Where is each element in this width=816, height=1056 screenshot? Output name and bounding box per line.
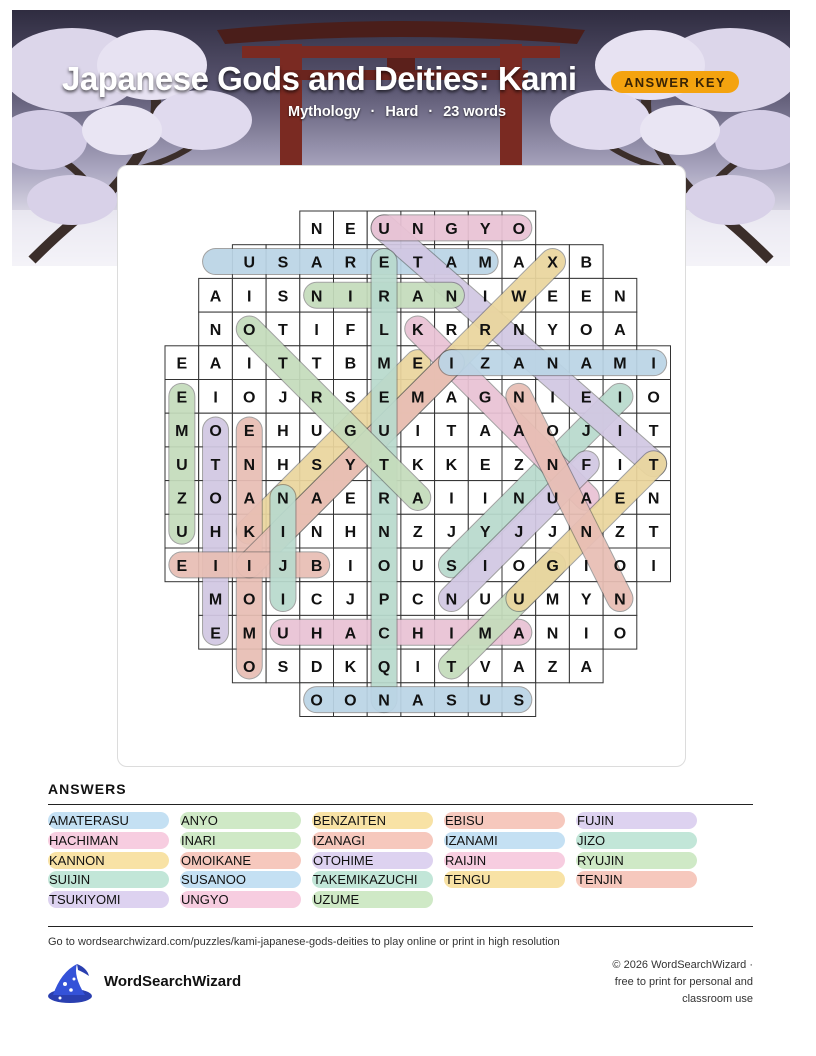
grid-letter: U	[310, 423, 323, 441]
grid-letter: I	[449, 625, 454, 643]
grid-letter: U	[513, 591, 525, 609]
grid-letter: E	[176, 389, 188, 407]
copyright-line: classroom use	[682, 993, 753, 1005]
grid-letter: O	[580, 321, 593, 339]
grid-letter: E	[580, 389, 592, 407]
grid-letter: U	[546, 490, 559, 508]
grid-letter: H	[411, 625, 424, 643]
grid-letter: E	[614, 490, 626, 508]
grid-letter: I	[449, 490, 454, 508]
grid-letter: K	[344, 658, 357, 676]
grid-letter: I	[449, 355, 454, 373]
grid-letter: I	[651, 355, 656, 373]
grid-letter: A	[580, 658, 593, 676]
grid-letter: Y	[479, 524, 491, 542]
difficulty-label: Hard	[385, 104, 419, 120]
divider	[48, 926, 753, 927]
grid-letter: Z	[615, 524, 625, 542]
answer-word: RYUJIN	[576, 852, 697, 869]
grid-letter: O	[613, 557, 627, 575]
grid-letter: M	[208, 591, 223, 609]
grid-letter: I	[280, 524, 286, 542]
grid-letter: U	[378, 220, 390, 238]
grid-letter: E	[412, 355, 424, 373]
grid-letter: M	[478, 625, 492, 643]
grid-letter: N	[546, 456, 559, 474]
grid-letter: N	[647, 490, 660, 508]
grid-letter: I	[415, 423, 420, 441]
answer-word: UZUME	[312, 891, 433, 908]
grid-letter: A	[445, 254, 458, 272]
grid-letter: Z	[176, 490, 187, 508]
grid-letter: S	[345, 389, 356, 407]
grid-letter: J	[345, 591, 355, 609]
grid-letter: N	[209, 321, 222, 339]
grid-letter: E	[378, 389, 390, 407]
grid-letter: R	[310, 389, 323, 407]
grid-letter: A	[513, 254, 525, 272]
grid-letter: Y	[345, 456, 356, 474]
answer-word: EBISU	[444, 812, 565, 829]
category-label: Mythology	[288, 104, 361, 120]
answer-word: IZANAGI	[312, 832, 433, 849]
grid-letter: Z	[412, 524, 423, 542]
grid-letter: G	[344, 423, 357, 441]
grid-letter: F	[581, 456, 592, 474]
grid-letter: M	[545, 591, 560, 609]
grid-letter: N	[580, 524, 593, 542]
word-count-label: 23 words	[443, 104, 507, 120]
grid-letter: U	[411, 557, 424, 575]
grid-letter: O	[613, 625, 627, 643]
grid-letter: A	[310, 490, 323, 508]
grid-letter: O	[243, 658, 256, 676]
grid-letter: Y	[580, 591, 592, 609]
grid-letter: I	[584, 557, 589, 575]
answer-word: IZANAMI	[444, 832, 565, 849]
grid-letter: B	[580, 254, 593, 272]
grid-letter: J	[548, 524, 558, 542]
grid-letter: U	[479, 692, 491, 710]
grid-letter: K	[411, 456, 424, 474]
grid-letter: T	[446, 658, 457, 676]
grid-letter: F	[345, 321, 356, 339]
answer-word: SUSANOO	[180, 871, 301, 888]
grid-letter: E	[479, 456, 491, 474]
grid-letter: O	[546, 423, 559, 441]
grid-letter: S	[277, 658, 289, 676]
grid-letter: N	[243, 456, 256, 474]
answer-word-list	[48, 812, 753, 912]
grid-letter: N	[310, 220, 323, 238]
answer-word: ANYO	[180, 812, 301, 829]
meta-separator: ·	[428, 104, 434, 120]
grid-letter: N	[445, 288, 458, 306]
grid-letter: P	[378, 591, 390, 609]
grid-letter: X	[547, 254, 558, 272]
grid-letter: Z	[547, 658, 558, 676]
grid-letter: N	[546, 625, 559, 643]
answer-word: TSUKIYOMI	[48, 891, 169, 908]
grid-letter: A	[580, 490, 593, 508]
grid-letter: I	[550, 389, 555, 407]
grid-letter: N	[614, 288, 626, 306]
answer-word: SUIJIN	[48, 871, 169, 888]
grid-letter: K	[243, 524, 256, 542]
grid-letter: I	[280, 591, 286, 609]
grid-letter: U	[479, 591, 491, 609]
grid-letter: R	[445, 321, 458, 339]
answer-word: TAKEMIKAZUCHI	[312, 871, 433, 888]
answer-word: FUJIN	[576, 812, 697, 829]
grid-letter: A	[411, 288, 424, 306]
grid-letter: I	[314, 321, 319, 339]
grid-letter: R	[378, 288, 390, 306]
copyright-line: free to print for personal and	[614, 976, 753, 988]
grid-letter: S	[446, 557, 457, 575]
answer-word: TENGU	[444, 871, 565, 888]
answer-word: UNGYO	[180, 891, 301, 908]
grid-letter: S	[311, 456, 322, 474]
grid-letter: N	[614, 591, 626, 609]
grid-letter: A	[209, 288, 222, 306]
grid-letter: O	[344, 692, 357, 710]
grid-letter: W	[511, 288, 527, 306]
grid-letter: J	[514, 524, 524, 542]
grid-letter: B	[344, 355, 357, 373]
grid-letter: U	[378, 423, 390, 441]
grid-letter: T	[446, 423, 457, 441]
grid-letter: E	[378, 254, 390, 272]
answer-word: INARI	[180, 832, 301, 849]
grid-letter: E	[547, 288, 558, 306]
grid-letter: M	[478, 254, 492, 272]
grid-letter: N	[378, 524, 390, 542]
grid-letter: A	[411, 490, 424, 508]
answer-word: OMOIKANE	[180, 852, 301, 869]
grid-letter: T	[379, 456, 389, 474]
grid-letter: A	[614, 321, 626, 339]
grid-letter: H	[277, 456, 289, 474]
grid-letter: E	[345, 490, 356, 508]
grid-letter: N	[411, 220, 424, 238]
answers-heading: ANSWERS	[48, 781, 127, 797]
grid-letter: O	[209, 423, 222, 441]
answer-key-badge: ANSWER KEY	[611, 71, 739, 93]
grid-letter: N	[310, 288, 323, 306]
grid-letter: S	[513, 692, 525, 710]
grid-letter: I	[617, 423, 623, 441]
grid-letter: I	[213, 557, 218, 575]
grid-letter: I	[617, 389, 623, 407]
grid-letter: B	[310, 557, 323, 575]
grid-letter: E	[243, 423, 255, 441]
answer-word: OTOHIME	[312, 852, 433, 869]
grid-letter: N	[513, 490, 525, 508]
grid-letter: I	[584, 625, 589, 643]
grid-letter: O	[243, 321, 256, 339]
answer-word: RAIJIN	[444, 852, 565, 869]
grid-letter: C	[411, 591, 424, 609]
grid-letter: I	[348, 557, 353, 575]
answer-word: AMATERASU	[48, 812, 169, 829]
grid-letter: S	[446, 692, 457, 710]
grid-letter: G	[445, 220, 458, 238]
grid-letter: E	[176, 557, 188, 575]
grid-letter: K	[411, 321, 424, 339]
grid-letter: T	[648, 423, 659, 441]
play-online-link-text[interactable]: Go to wordsearchwizard.com/puzzles/kami-japanese-gods-deities to play online or print in high resolution	[48, 936, 560, 948]
copyright-line: © 2026 WordSearchWizard ·	[612, 959, 753, 971]
grid-letter: V	[479, 658, 491, 676]
meta-separator: ·	[370, 104, 376, 120]
grid-letter: H	[209, 524, 222, 542]
grid-letter: G	[546, 557, 559, 575]
grid-letter: C	[378, 625, 390, 643]
grid-letter: Y	[479, 220, 491, 238]
grid-letter: M	[377, 355, 391, 373]
grid-letter: I	[247, 288, 252, 306]
grid-letter: N	[378, 692, 390, 710]
grid-letter: T	[311, 355, 322, 373]
grid-letter: N	[445, 591, 458, 609]
grid-letter: Y	[547, 321, 558, 339]
grid-letter: D	[310, 658, 323, 676]
grid-letter: E	[580, 288, 592, 306]
grid-letter: N	[513, 321, 525, 339]
grid-letter: O	[209, 490, 222, 508]
grid-letter: N	[277, 490, 289, 508]
grid-letter: U	[243, 254, 256, 272]
grid-letter: I	[482, 490, 488, 508]
grid-letter: A	[344, 625, 357, 643]
page-title: Japanese Gods and Deities: Kami	[62, 60, 577, 97]
grid-letter: O	[243, 389, 256, 407]
grid-letter: R	[344, 254, 357, 272]
grid-letter: U	[176, 456, 188, 474]
grid-letter: T	[648, 456, 659, 474]
grid-letter: J	[446, 524, 456, 542]
grid-letter: A	[513, 625, 525, 643]
grid-letter: A	[580, 355, 593, 373]
grid-letter: N	[310, 524, 323, 542]
brand-name: WordSearchWizard	[104, 973, 242, 990]
grid-letter: L	[379, 321, 389, 339]
grid-letter: A	[243, 490, 256, 508]
grid-letter: C	[310, 591, 323, 609]
grid-letter: M	[242, 625, 256, 643]
grid-letter: S	[277, 288, 289, 306]
grid-letter: T	[278, 321, 288, 339]
answer-word: TENJIN	[576, 871, 697, 888]
grid-letter: J	[278, 389, 288, 407]
grid-letter: A	[513, 658, 525, 676]
grid-letter: M	[175, 423, 189, 441]
grid-letter: I	[482, 288, 488, 306]
grid-letter: I	[247, 355, 252, 373]
grid-letter: A	[310, 254, 323, 272]
grid-letter: A	[479, 423, 491, 441]
grid-letter: N	[513, 389, 525, 407]
grid-letter: U	[277, 625, 289, 643]
grid-letter: E	[176, 355, 188, 373]
grid-letter: T	[210, 456, 221, 474]
grid-letter: J	[581, 423, 591, 441]
grid-letter: T	[412, 254, 423, 272]
grid-letter: N	[546, 355, 559, 373]
divider	[48, 804, 753, 805]
grid-letter: M	[411, 389, 425, 407]
grid-letter: O	[243, 591, 256, 609]
grid-letter: I	[482, 557, 488, 575]
grid-letter: I	[617, 456, 623, 474]
grid-letter: Z	[480, 355, 491, 373]
grid-letter: A	[411, 692, 424, 710]
grid-letter: A	[513, 355, 525, 373]
grid-letter: A	[513, 423, 525, 441]
grid-letter: A	[209, 355, 222, 373]
grid-letter: O	[512, 557, 526, 575]
grid-letter: H	[310, 625, 323, 643]
grid-letter: U	[176, 524, 188, 542]
grid-letter: O	[512, 220, 526, 238]
grid-letter: K	[445, 456, 458, 474]
answer-word: JIZO	[576, 832, 697, 849]
wizard-hat-icon	[47, 962, 93, 1004]
grid-letter: T	[648, 524, 659, 542]
answer-word: BENZAITEN	[312, 812, 433, 829]
grid-letter: T	[278, 355, 288, 373]
grid-letter: I	[247, 557, 252, 575]
grid-letter: I	[348, 288, 353, 306]
grid-letter: O	[377, 557, 391, 575]
grid-letter: R	[378, 490, 390, 508]
grid-letter: A	[445, 389, 458, 407]
grid-letter: H	[277, 423, 289, 441]
grid-letter: J	[278, 557, 288, 575]
grid-letter: Z	[513, 456, 524, 474]
grid-letter: E	[210, 625, 221, 643]
grid-letter: G	[478, 389, 492, 407]
grid-letter: H	[344, 524, 357, 542]
grid-letter: I	[213, 389, 218, 407]
grid-letter: I	[651, 557, 656, 575]
grid-letter: O	[310, 692, 323, 710]
answer-word: KANNON	[48, 852, 169, 869]
grid-letter: O	[647, 389, 660, 407]
copyright-notice	[553, 957, 753, 1008]
grid-letter: Q	[377, 658, 391, 676]
grid-letter: I	[415, 658, 420, 676]
answer-word: HACHIMAN	[48, 832, 169, 849]
grid-letter: R	[479, 321, 491, 339]
grid-letter: M	[613, 355, 627, 373]
grid-letter: E	[345, 220, 356, 238]
grid-letter: S	[277, 254, 289, 272]
